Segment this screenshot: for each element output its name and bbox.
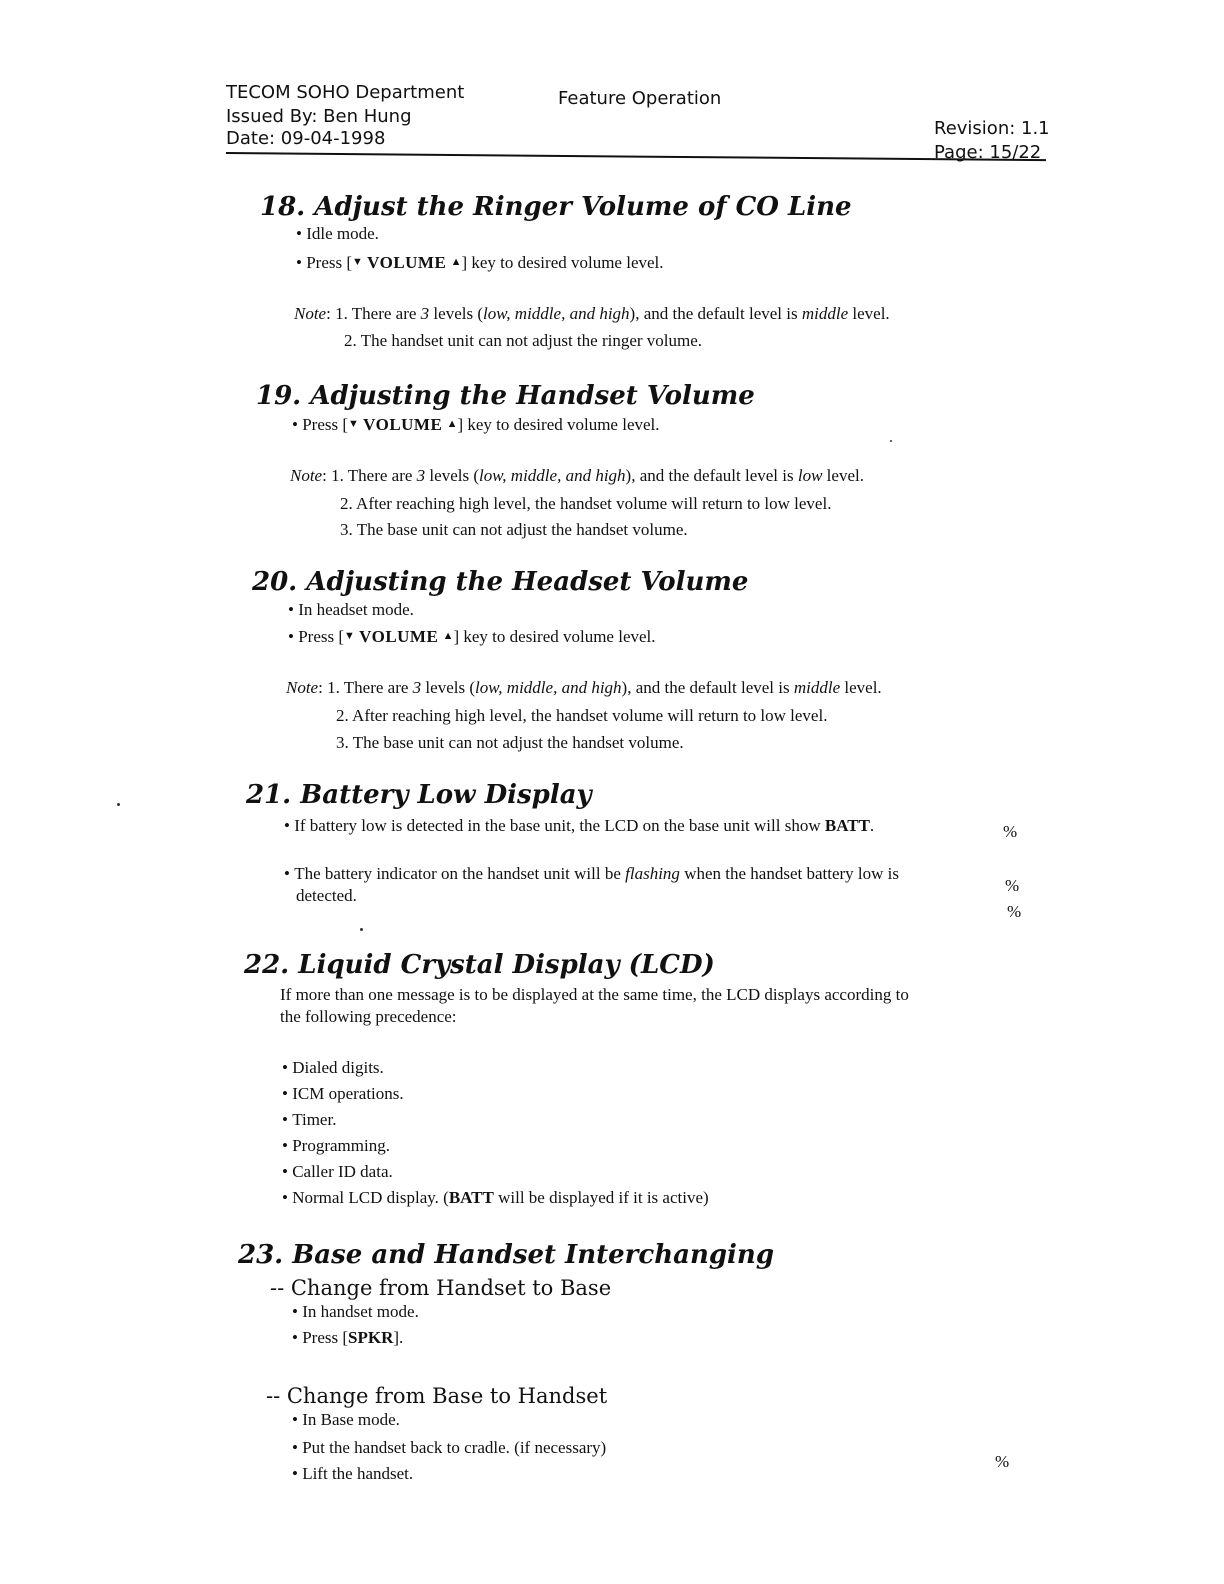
scan-speck bbox=[890, 440, 892, 442]
percent-mark: % bbox=[1003, 822, 1018, 841]
section-22-title: 22. Liquid Crystal Display (LCD) bbox=[244, 950, 715, 980]
s23-bullet-base-mode: • In Base mode. bbox=[292, 1410, 400, 1430]
list-item: • ICM operations. bbox=[282, 1084, 404, 1104]
percent-mark: % bbox=[1007, 902, 1022, 921]
section-19-title: 19. Adjusting the Handset Volume bbox=[256, 381, 755, 411]
s22-intro-1: If more than one message is to be displayed at the same time, the LCD displays according to bbox=[280, 985, 909, 1004]
s18-bullet-press: • Press [▼ VOLUME ▲] key to desired volume level. bbox=[296, 252, 664, 273]
s18-bullet-idle: • Idle mode. bbox=[296, 224, 379, 244]
s23-subheading-base-to-handset: -- Change from Base to Handset bbox=[266, 1384, 608, 1408]
s18-note-2: 2. The handset unit can not adjust the ringer volume. bbox=[344, 331, 703, 350]
volume-key: VOLUME bbox=[363, 415, 443, 434]
s23-bullet-press-spkr: • Press [SPKR]. bbox=[292, 1328, 403, 1348]
down-arrow-icon: ▼ bbox=[348, 418, 359, 430]
header-department: TECOM SOHO Department bbox=[226, 82, 465, 103]
s19-note-3: 3. The base unit can not adjust the handset volume. bbox=[340, 520, 688, 539]
s23-bullet-handset-mode: • In handset mode. bbox=[292, 1302, 419, 1322]
list-item: • Normal LCD display. (BATT will be displayed if it is active) bbox=[282, 1188, 709, 1208]
up-arrow-icon: ▲ bbox=[450, 256, 462, 268]
s23-bullet-lift: • Lift the handset. bbox=[292, 1464, 413, 1484]
percent-mark: % bbox=[995, 1452, 1010, 1471]
up-arrow-icon: ▲ bbox=[442, 630, 454, 642]
header-rule bbox=[226, 152, 1046, 161]
s20-bullet-headset: • In headset mode. bbox=[288, 600, 414, 620]
down-arrow-icon: ▼ bbox=[352, 256, 363, 268]
list-item: • Programming. bbox=[282, 1136, 390, 1156]
section-20-title: 20. Adjusting the Headset Volume bbox=[252, 567, 749, 597]
s20-note-3: 3. The base unit can not adjust the handset volume. bbox=[336, 733, 684, 752]
section-18-title: 18. Adjust the Ringer Volume of CO Line bbox=[260, 192, 852, 222]
header-revision: Revision: 1.1 bbox=[934, 118, 1050, 139]
s23-bullet-put-back: • Put the handset back to cradle. (if necessary) bbox=[292, 1438, 606, 1458]
header-issued-by: Issued By: Ben Hung bbox=[226, 106, 412, 127]
list-item: • Dialed digits. bbox=[282, 1058, 384, 1078]
volume-key: VOLUME bbox=[367, 253, 447, 272]
s19-note-1: Note: 1. There are 3 levels (low, middle, and high), and the default level is low level. bbox=[290, 466, 864, 485]
down-arrow-icon: ▼ bbox=[344, 630, 355, 642]
s21-bullet-handset: • The battery indicator on the handset unit will be flashing when the handset battery low is bbox=[284, 864, 899, 884]
list-item: • Timer. bbox=[282, 1110, 336, 1130]
s21-detected: detected. bbox=[296, 886, 357, 905]
s20-note-1: Note: 1. There are 3 levels (low, middle, and high), and the default level is middle level. bbox=[286, 678, 882, 697]
s18-note-1: Note: 1. There are 3 levels (low, middle, and high), and the default level is middle level. bbox=[294, 304, 890, 323]
section-21-title: 21. Battery Low Display bbox=[246, 780, 592, 810]
s23-subheading-handset-to-base: -- Change from Handset to Base bbox=[270, 1276, 612, 1300]
up-arrow-icon: ▲ bbox=[446, 418, 458, 430]
s20-note-2: 2. After reaching high level, the handset volume will return to low level. bbox=[336, 706, 828, 725]
percent-mark: % bbox=[1005, 876, 1020, 895]
s22-intro-2: the following precedence: bbox=[280, 1007, 457, 1026]
header-doc-title: Feature Operation bbox=[558, 88, 722, 109]
scan-speck bbox=[117, 803, 120, 806]
list-item: • Caller ID data. bbox=[282, 1162, 393, 1182]
header-date: Date: 09-04-1998 bbox=[226, 128, 386, 149]
s19-bullet-press: • Press [▼ VOLUME ▲] key to desired volume level. bbox=[292, 414, 660, 435]
s21-bullet-base: • If battery low is detected in the base unit, the LCD on the base unit will show BATT. bbox=[284, 816, 874, 836]
section-23-title: 23. Base and Handset Interchanging bbox=[238, 1240, 774, 1270]
scan-speck bbox=[360, 928, 363, 931]
s20-bullet-press: • Press [▼ VOLUME ▲] key to desired volume level. bbox=[288, 626, 656, 647]
header-page: Page: 15/22 bbox=[934, 142, 1042, 163]
volume-key: VOLUME bbox=[359, 627, 439, 646]
s19-note-2: 2. After reaching high level, the handset volume will return to low level. bbox=[340, 494, 832, 513]
